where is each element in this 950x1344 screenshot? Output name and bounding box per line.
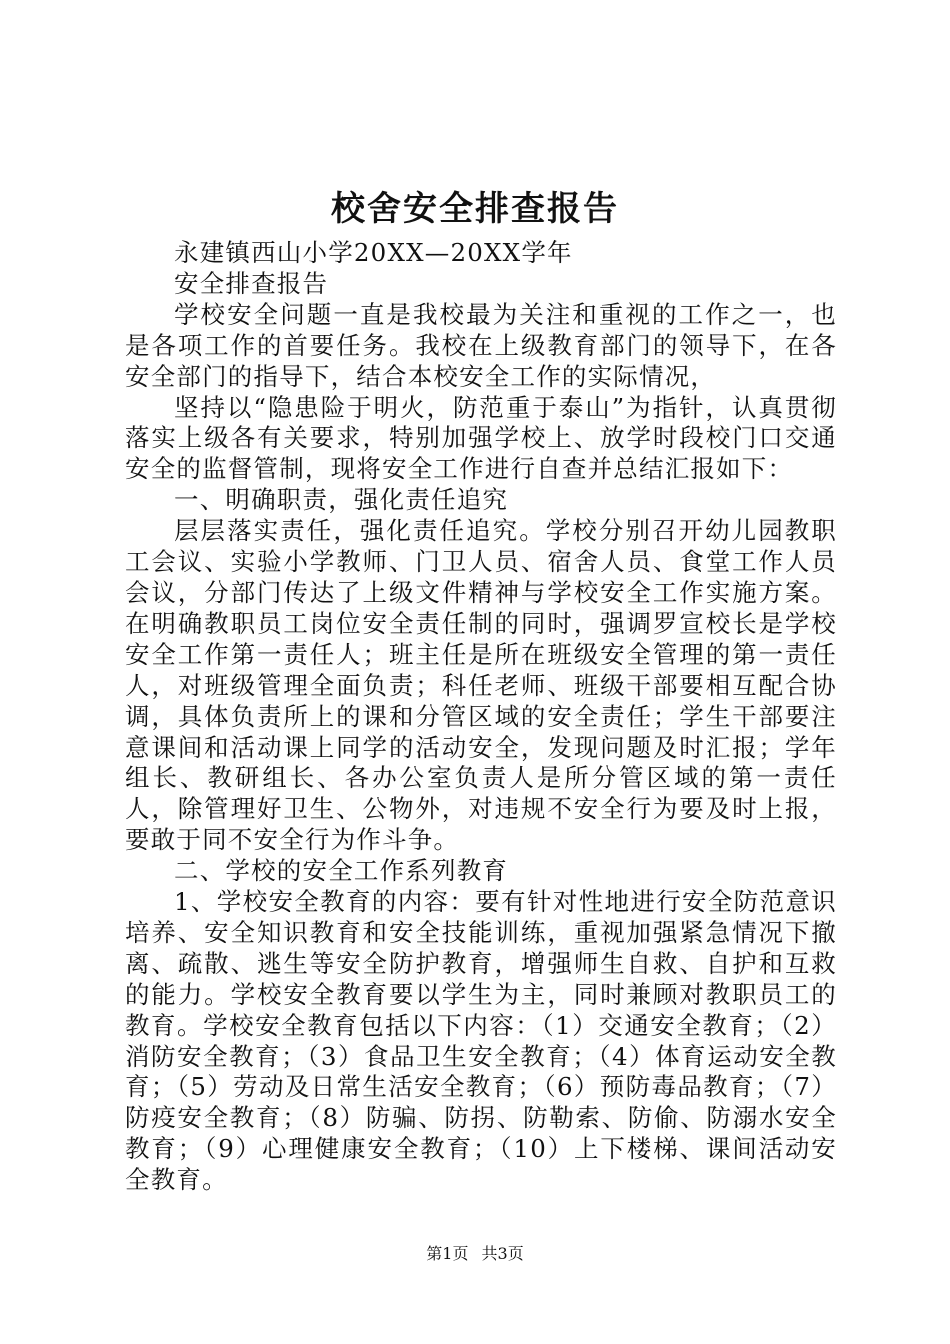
body-paragraph: 坚持以“隐患险于明火，防范重于泰山”为指针，认真贯彻落实上级各有关要求，特别加强学校上、放学时段校门口交通安全的监督管制，现将安全工作进行自查并总结汇报如下： [125,392,837,484]
school-year-line: 永建镇西山小学20XX—20XX学年 [174,238,573,267]
page-number: 第1页 [426,1244,469,1263]
body-paragraph: 学校安全问题一直是我校最为关注和重视的工作之一，也是各项工作的首要任务。我校在上级教育部门的领导下，在各安全部门的指导下，结合本校安全工作的实际情况， [125,299,837,391]
section-heading-2: 二、学校的安全工作系列教育 [174,856,509,886]
document-title: 校舍安全排查报告 [331,189,619,229]
document-body [125,238,837,1196]
page-footer [0,1243,950,1265]
body-paragraph: 1、学校安全教育的内容：要有针对性地进行安全防范意识培养、安全知识教育和安全技能训练，重视加强紧急情况下撤离、疏散、逃生等安全防护教育，增强师生自救、自护和互救的能力。学校安全教育要以学生为主，同时兼顾对教职员工的教育。学校安全教育包括以下内容：（1）交通安全教育；（2）消防安全教育；（3）食品卫生安全教育；（4）体育运动安全教育；（5）劳动及日常生活安全教育；（6）预防毒品教育；（7）防疫安全教育；（8）防骗、防拐、防勒索、防偷、防溺水安全教育；（9）心理健康安全教育；（10）上下楼梯、课间活动安全教育。 [125,887,837,1195]
body-paragraph: 层层落实责任，强化责任追究。学校分别召开幼儿园教职工会议、实验小学教师、门卫人员、宿舍人员、食堂工作人员会议，分部门传达了上级文件精神与学校安全工作实施方案。在明确教职员工岗位安全责任制的同时，强调罗宣校长是学校安全工作第一责任人；班主任是所在班级安全管理的第一责任人，对班级管理全面负责；科任老师、班级干部要相互配合协调，具体负责所上的课和分管区域的安全责任；学生干部要注意课间和活动课上同学的活动安全，发现问题及时汇报；学年组长、教研组长、各办公室负责人是所分管区域的第一责任人，除管理好卫生、公物外，对违规不安全行为要及时上报，要敢于同不安全行为作斗争。 [125,516,837,855]
page-total: 共3页 [481,1244,524,1263]
section-heading-1: 一、明确职责，强化责任追究 [174,485,509,515]
report-subtitle: 安全排查报告 [174,268,329,298]
